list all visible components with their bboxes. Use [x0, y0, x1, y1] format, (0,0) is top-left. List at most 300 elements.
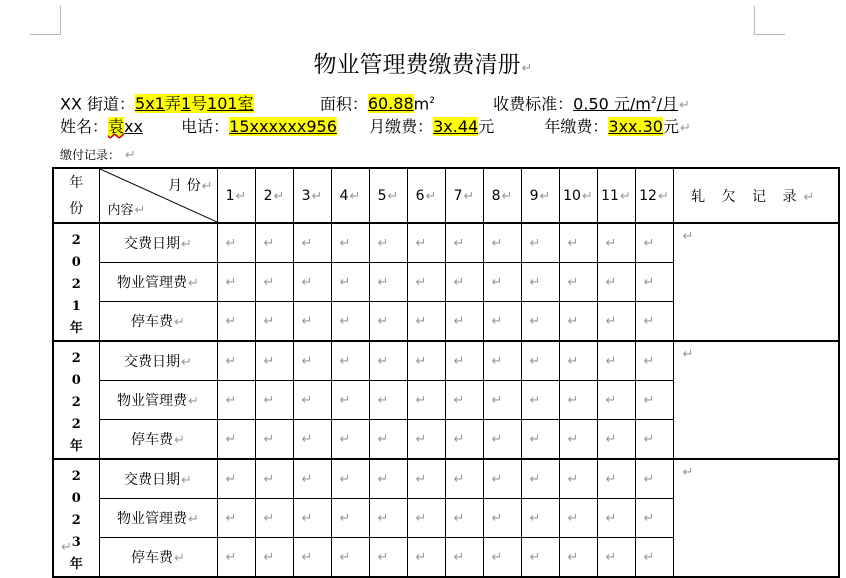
- row-label-cell: [99, 499, 217, 538]
- month-entry-cell[interactable]: [597, 223, 635, 263]
- paragraph-mark-icon: ↵: [377, 431, 389, 447]
- month-entry-cell[interactable]: [597, 381, 635, 420]
- month-header-cell: [635, 168, 673, 223]
- month-number: 12: [639, 187, 657, 204]
- year-suffix: 年: [69, 321, 83, 336]
- month-entry-cell[interactable]: [445, 419, 483, 459]
- month-entry-cell[interactable]: [293, 459, 331, 499]
- month-entry-cell[interactable]: [255, 419, 293, 459]
- address-part: 室: [237, 94, 254, 114]
- month-entry-cell[interactable]: [483, 301, 521, 341]
- paragraph-mark-icon: ↵: [679, 121, 691, 136]
- month-header-cell: [559, 168, 597, 223]
- name-label: 姓名：: [60, 117, 109, 136]
- month-entry-cell[interactable]: [293, 341, 331, 381]
- month-entry-cell[interactable]: [255, 301, 293, 341]
- month-entry-cell[interactable]: [293, 301, 331, 341]
- month-entry-cell[interactable]: [217, 263, 255, 302]
- year-cell: [53, 341, 99, 459]
- row-label-cell: [99, 537, 217, 577]
- paragraph-mark-icon: ↵: [415, 313, 427, 329]
- month-entry-cell[interactable]: [217, 223, 255, 263]
- month-entry-cell[interactable]: [521, 223, 559, 263]
- paragraph-mark-icon: ↵: [225, 392, 237, 408]
- month-entry-cell[interactable]: [369, 499, 407, 538]
- table-header-row: [53, 168, 839, 223]
- month-entry-cell[interactable]: [521, 459, 559, 499]
- month-entry-cell[interactable]: [559, 419, 597, 459]
- paragraph-mark-icon: ↵: [377, 354, 389, 369]
- month-entry-cell[interactable]: [369, 459, 407, 499]
- month-number: 10: [563, 187, 581, 204]
- month-number: 2: [263, 187, 273, 204]
- year-cell: [53, 459, 99, 577]
- month-entry-cell[interactable]: [407, 419, 445, 459]
- row-label: 停车费: [131, 431, 174, 448]
- year-digit: 3: [71, 535, 81, 550]
- paragraph-mark-icon: ↵: [415, 472, 427, 487]
- document-title: 物业管理费缴费清册↵: [313, 52, 533, 78]
- annual-fee-value: 3xx.30: [608, 117, 663, 136]
- page-corner-mark-top-right: [754, 6, 785, 35]
- paragraph-mark-icon: ↵: [273, 188, 285, 204]
- paragraph-mark-icon: ↵: [415, 392, 427, 408]
- month-entry-cell[interactable]: [521, 499, 559, 538]
- month-entry-cell[interactable]: [635, 459, 673, 499]
- address-part: 弄: [164, 94, 181, 114]
- month-header-cell: [217, 168, 255, 223]
- month-entry-cell[interactable]: [635, 341, 673, 381]
- paragraph-mark-icon: ↵: [679, 98, 690, 114]
- paragraph-mark-icon: ↵: [682, 347, 694, 362]
- month-entry-cell[interactable]: [597, 499, 635, 538]
- month-entry-cell[interactable]: [559, 537, 597, 577]
- page-corner-mark-top-left: [30, 6, 61, 35]
- month-entry-cell[interactable]: [445, 263, 483, 302]
- rate-label: 收费标准：: [493, 94, 574, 114]
- month-entry-cell[interactable]: [635, 499, 673, 538]
- paragraph-mark-icon: ↵: [605, 392, 617, 408]
- month-entry-cell[interactable]: [521, 381, 559, 420]
- paragraph-mark-icon: ↵: [491, 392, 503, 408]
- info-line-contact: [60, 116, 691, 140]
- month-header-cell: [369, 168, 407, 223]
- paragraph-mark-icon: ↵: [682, 465, 694, 480]
- paragraph-mark-icon: ↵: [415, 274, 427, 290]
- month-entry-cell[interactable]: [635, 419, 673, 459]
- paragraph-mark-icon: ↵: [263, 313, 275, 329]
- arrears-record-cell[interactable]: [673, 459, 839, 577]
- month-entry-cell[interactable]: [217, 459, 255, 499]
- month-entry-cell[interactable]: [407, 263, 445, 302]
- table-row: [53, 341, 839, 381]
- records-label: 缴付记录： ↵: [60, 148, 136, 163]
- rate-unit-sup: 2: [650, 96, 657, 106]
- diagonal-header-cell: [99, 168, 217, 223]
- month-number: 6: [415, 187, 425, 204]
- month-entry-cell[interactable]: [597, 263, 635, 302]
- paragraph-mark-icon: ↵: [529, 274, 541, 290]
- month-entry-cell[interactable]: [369, 301, 407, 341]
- month-entry-cell[interactable]: [407, 499, 445, 538]
- paragraph-mark-icon: ↵: [225, 431, 237, 447]
- paragraph-mark-icon: ↵: [605, 549, 617, 565]
- paragraph-mark-icon: ↵: [377, 236, 389, 251]
- paragraph-mark-icon: ↵: [491, 354, 503, 369]
- year-digit: 0: [71, 373, 81, 388]
- month-entry-cell[interactable]: [445, 223, 483, 263]
- paragraph-mark-icon: ↵: [301, 274, 313, 290]
- month-entry-cell[interactable]: [445, 459, 483, 499]
- paragraph-mark-icon: ↵: [188, 275, 199, 291]
- paragraph-mark-icon: ↵: [643, 392, 655, 408]
- table-row: [53, 223, 839, 263]
- month-entry-cell[interactable]: [559, 381, 597, 420]
- month-entry-cell[interactable]: [521, 537, 559, 577]
- month-number: 4: [339, 187, 349, 204]
- year-digit: 1: [71, 299, 81, 314]
- month-entry-cell[interactable]: [407, 537, 445, 577]
- paragraph-mark-icon: ↵: [567, 549, 579, 565]
- month-entry-cell[interactable]: [255, 499, 293, 538]
- paragraph-mark-icon: ↵: [377, 313, 389, 329]
- monthly-fee-label: 月缴费：: [369, 117, 434, 136]
- month-entry-cell[interactable]: [331, 263, 369, 302]
- row-label: 物业管理费: [117, 510, 188, 527]
- month-header-cell: [597, 168, 635, 223]
- month-entry-cell[interactable]: [559, 263, 597, 302]
- paragraph-mark-icon: ↵: [225, 313, 237, 329]
- month-entry-cell[interactable]: [445, 341, 483, 381]
- month-entry-cell[interactable]: [407, 341, 445, 381]
- paragraph-mark-icon: ↵: [643, 549, 655, 565]
- paragraph-mark-icon: ↵: [605, 236, 617, 251]
- month-entry-cell[interactable]: [483, 499, 521, 538]
- month-entry-cell[interactable]: [331, 341, 369, 381]
- paragraph-mark-icon: ↵: [643, 472, 655, 487]
- paragraph-mark-icon: ↵: [377, 510, 389, 526]
- paragraph-mark-icon: ↵: [181, 355, 192, 370]
- month-header: 月 份↵: [168, 178, 213, 194]
- paragraph-mark-icon: ↵: [301, 510, 313, 526]
- row-label-cell: [99, 263, 217, 302]
- month-entry-cell[interactable]: [597, 301, 635, 341]
- month-entry-cell[interactable]: [483, 419, 521, 459]
- month-header-cell: [293, 168, 331, 223]
- paragraph-mark-icon: ↵: [529, 313, 541, 329]
- month-entry-cell[interactable]: [483, 263, 521, 302]
- month-entry-cell[interactable]: [483, 341, 521, 381]
- paragraph-mark-icon: ↵: [453, 549, 465, 565]
- area-unit-sup: 2: [429, 96, 435, 106]
- paragraph-mark-icon: ↵: [263, 236, 275, 251]
- month-entry-cell[interactable]: [521, 419, 559, 459]
- paragraph-mark-icon: ↵: [311, 188, 323, 204]
- paragraph-mark-icon: ↵: [301, 472, 313, 487]
- paragraph-mark-icon: ↵: [491, 472, 503, 487]
- year-digit: 2: [71, 513, 81, 528]
- paragraph-mark-icon: ↵: [491, 549, 503, 565]
- month-entry-cell[interactable]: [255, 263, 293, 302]
- month-entry-cell[interactable]: [521, 301, 559, 341]
- paragraph-mark-icon: ↵: [181, 473, 192, 488]
- paragraph-mark-icon: ↵: [605, 472, 617, 487]
- phone-label: 电话：: [181, 117, 230, 136]
- paragraph-mark-icon: ↵: [415, 510, 427, 526]
- month-entry-cell[interactable]: [369, 341, 407, 381]
- paragraph-mark-icon: ↵: [174, 432, 185, 448]
- paragraph-mark-icon: ↵: [539, 188, 551, 204]
- month-entry-cell[interactable]: [597, 341, 635, 381]
- row-label: 交费日期: [124, 472, 181, 488]
- month-entry-cell[interactable]: [255, 381, 293, 420]
- paragraph-mark-icon: ↵: [605, 354, 617, 369]
- month-entry-cell[interactable]: [407, 381, 445, 420]
- paragraph-mark-icon: ↵: [235, 188, 247, 204]
- paragraph-mark-icon: ↵: [339, 354, 351, 369]
- address-part: 1: [180, 94, 192, 114]
- month-header-cell: [445, 168, 483, 223]
- paragraph-mark-icon: ↵: [643, 354, 655, 369]
- month-entry-cell[interactable]: [331, 381, 369, 420]
- paragraph-mark-icon: ↵: [377, 274, 389, 290]
- year-digit: 2: [71, 351, 81, 366]
- month-entry-cell[interactable]: [635, 301, 673, 341]
- paragraph-mark-icon: ↵: [453, 510, 465, 526]
- paragraph-mark-icon: ↵: [491, 236, 503, 251]
- row-label-cell: [99, 419, 217, 459]
- paragraph-mark-icon: ↵: [501, 188, 513, 204]
- month-entry-cell[interactable]: [483, 223, 521, 263]
- month-entry-cell[interactable]: [635, 223, 673, 263]
- paragraph-mark-icon: ↵: [263, 354, 275, 369]
- month-entry-cell[interactable]: [369, 419, 407, 459]
- month-number: 7: [453, 187, 463, 204]
- year-digit: 2: [71, 469, 81, 484]
- paragraph-mark-icon: ↵: [643, 236, 655, 251]
- paragraph-mark-icon: ↵: [453, 472, 465, 487]
- paragraph-mark-icon: ↵: [605, 274, 617, 290]
- month-entry-cell[interactable]: [217, 419, 255, 459]
- row-label: 物业管理费: [117, 392, 188, 409]
- month-entry-cell[interactable]: [293, 381, 331, 420]
- paragraph-mark-icon: ↵: [263, 274, 275, 290]
- month-entry-cell[interactable]: [217, 381, 255, 420]
- month-entry-cell[interactable]: [369, 381, 407, 420]
- paragraph-mark-icon: ↵: [491, 510, 503, 526]
- year-cell: [53, 223, 99, 341]
- month-entry-cell[interactable]: [407, 223, 445, 263]
- month-entry-cell[interactable]: [445, 499, 483, 538]
- paragraph-mark-icon: ↵: [605, 431, 617, 447]
- paragraph-mark-icon: ↵: [521, 61, 533, 76]
- paragraph-mark-icon: ↵: [301, 549, 313, 565]
- month-entry-cell[interactable]: [331, 499, 369, 538]
- paragraph-mark-icon: ↵: [415, 236, 427, 251]
- paragraph-mark-icon: ↵: [453, 274, 465, 290]
- month-entry-cell[interactable]: [293, 223, 331, 263]
- row-label: 停车费: [131, 549, 174, 566]
- month-entry-cell[interactable]: [331, 459, 369, 499]
- row-label-cell: [99, 381, 217, 420]
- month-entry-cell[interactable]: [445, 537, 483, 577]
- paragraph-mark-icon: ↵: [567, 354, 579, 369]
- paragraph-mark-icon: ↵: [339, 313, 351, 329]
- month-entry-cell[interactable]: [597, 419, 635, 459]
- month-entry-cell[interactable]: [559, 223, 597, 263]
- month-entry-cell[interactable]: [293, 419, 331, 459]
- year-digit: 2: [71, 277, 81, 292]
- paragraph-mark-icon: ↵: [682, 229, 694, 244]
- paragraph-mark-icon: ↵: [225, 274, 237, 290]
- paragraph-mark-icon: ↵: [803, 189, 821, 205]
- area-unit: m: [413, 94, 430, 114]
- month-entry-cell[interactable]: [407, 459, 445, 499]
- table-row: [53, 459, 839, 499]
- month-entry-cell[interactable]: [331, 301, 369, 341]
- paragraph-mark-icon: ↵: [567, 472, 579, 487]
- month-entry-cell[interactable]: [635, 263, 673, 302]
- row-label: 物业管理费: [117, 274, 188, 291]
- paragraph-mark-icon: ↵: [188, 511, 199, 527]
- month-entry-cell[interactable]: [559, 301, 597, 341]
- month-entry-cell[interactable]: [369, 263, 407, 302]
- month-entry-cell[interactable]: [369, 223, 407, 263]
- month-entry-cell[interactable]: [217, 341, 255, 381]
- name-surname: 袁: [108, 117, 125, 136]
- monthly-fee-value: 3x.44: [433, 117, 479, 136]
- month-number: 1: [225, 187, 235, 204]
- paragraph-mark-icon: ↵: [301, 354, 313, 369]
- month-entry-cell[interactable]: [407, 301, 445, 341]
- month-entry-cell[interactable]: [331, 419, 369, 459]
- month-entry-cell[interactable]: [255, 223, 293, 263]
- month-header-cell: [521, 168, 559, 223]
- month-entry-cell[interactable]: [255, 341, 293, 381]
- paragraph-mark-icon: ↵: [581, 188, 593, 204]
- paragraph-mark-icon: ↵: [567, 274, 579, 290]
- paragraph-mark-icon: ↵: [263, 549, 275, 565]
- arrears-record-cell[interactable]: [673, 341, 839, 459]
- month-entry-cell[interactable]: [521, 263, 559, 302]
- month-entry-cell[interactable]: [331, 537, 369, 577]
- paragraph-mark-icon: ↵: [529, 392, 541, 408]
- paragraph-mark-icon: ↵: [61, 540, 72, 555]
- paragraph-mark-icon: ↵: [339, 236, 351, 251]
- month-entry-cell[interactable]: [369, 537, 407, 577]
- month-entry-cell[interactable]: [635, 381, 673, 420]
- arrears-record-cell[interactable]: [673, 223, 839, 341]
- rate-value: 0.50 元/m: [573, 94, 651, 114]
- month-number: 3: [301, 187, 311, 204]
- paragraph-mark-icon: ↵: [643, 510, 655, 526]
- month-entry-cell[interactable]: [293, 263, 331, 302]
- row-label-cell: [99, 301, 217, 341]
- paragraph-mark-icon: ↵: [339, 431, 351, 447]
- paragraph-mark-icon: ↵: [263, 510, 275, 526]
- address-part: 101: [207, 94, 238, 114]
- paragraph-mark-icon: ↵: [301, 236, 313, 251]
- address-part: 号: [191, 94, 208, 114]
- content-header: 内容↵: [107, 203, 146, 218]
- paragraph-mark-icon: ↵: [529, 510, 541, 526]
- paragraph-mark-icon: ↵: [567, 236, 579, 251]
- month-entry-cell[interactable]: [255, 459, 293, 499]
- month-entry-cell[interactable]: [217, 537, 255, 577]
- paragraph-mark-icon: ↵: [605, 510, 617, 526]
- month-entry-cell[interactable]: [559, 341, 597, 381]
- year-suffix: 年: [69, 439, 83, 454]
- paragraph-mark-icon: ↵: [263, 431, 275, 447]
- month-number: 8: [491, 187, 501, 204]
- paragraph-mark-icon: ↵: [415, 549, 427, 565]
- paragraph-mark-icon: ↵: [657, 188, 669, 204]
- month-entry-cell[interactable]: [521, 341, 559, 381]
- row-label-cell: [99, 341, 217, 381]
- month-entry-cell[interactable]: [559, 499, 597, 538]
- paragraph-mark-icon: ↵: [387, 188, 399, 204]
- paragraph-mark-icon: ↵: [491, 431, 503, 447]
- month-entry-cell[interactable]: [597, 537, 635, 577]
- paragraph-mark-icon: ↵: [643, 274, 655, 290]
- month-entry-cell[interactable]: [483, 381, 521, 420]
- month-entry-cell[interactable]: [293, 499, 331, 538]
- month-entry-cell[interactable]: [445, 381, 483, 420]
- paragraph-mark-icon: ↵: [339, 472, 351, 487]
- paragraph-mark-icon: ↵: [453, 313, 465, 329]
- month-number: 9: [529, 187, 539, 204]
- month-entry-cell[interactable]: [331, 223, 369, 263]
- month-entry-cell[interactable]: [483, 459, 521, 499]
- paragraph-mark-icon: ↵: [225, 510, 237, 526]
- paragraph-mark-icon: ↵: [263, 392, 275, 408]
- month-entry-cell[interactable]: [635, 537, 673, 577]
- month-entry-cell[interactable]: [217, 499, 255, 538]
- month-entry-cell[interactable]: [559, 459, 597, 499]
- paragraph-mark-icon: ↵: [124, 148, 136, 163]
- name-rest: xx: [124, 117, 143, 136]
- month-entry-cell[interactable]: [597, 459, 635, 499]
- paragraph-mark-icon: ↵: [643, 313, 655, 329]
- paragraph-mark-icon: ↵: [529, 354, 541, 369]
- paragraph-mark-icon: ↵: [339, 510, 351, 526]
- paragraph-mark-icon: ↵: [643, 431, 655, 447]
- paragraph-mark-icon: ↵: [225, 472, 237, 487]
- paragraph-mark-icon: ↵: [453, 431, 465, 447]
- paragraph-mark-icon: ↵: [415, 354, 427, 369]
- paragraph-mark-icon: ↵: [301, 392, 313, 408]
- paragraph-mark-icon: ↵: [301, 313, 313, 329]
- street-label: XX 街道：: [60, 94, 136, 114]
- month-entry-cell[interactable]: [217, 301, 255, 341]
- month-entry-cell[interactable]: [483, 537, 521, 577]
- paragraph-mark-icon: ↵: [529, 431, 541, 447]
- paragraph-mark-icon: ↵: [453, 236, 465, 251]
- row-label: 停车费: [131, 313, 174, 330]
- month-entry-cell[interactable]: [293, 537, 331, 577]
- paragraph-mark-icon: ↵: [567, 313, 579, 329]
- paragraph-mark-icon: ↵: [377, 549, 389, 565]
- rate-suffix: /月: [656, 94, 679, 114]
- paragraph-mark-icon: ↵: [453, 392, 465, 408]
- area-label: 面积：: [319, 94, 368, 114]
- year-digit: 2: [71, 233, 81, 248]
- paragraph-mark-icon: ↵: [263, 472, 275, 487]
- paragraph-mark-icon: ↵: [339, 549, 351, 565]
- month-entry-cell[interactable]: [255, 537, 293, 577]
- month-entry-cell[interactable]: [445, 301, 483, 341]
- payment-records-table: [52, 167, 840, 578]
